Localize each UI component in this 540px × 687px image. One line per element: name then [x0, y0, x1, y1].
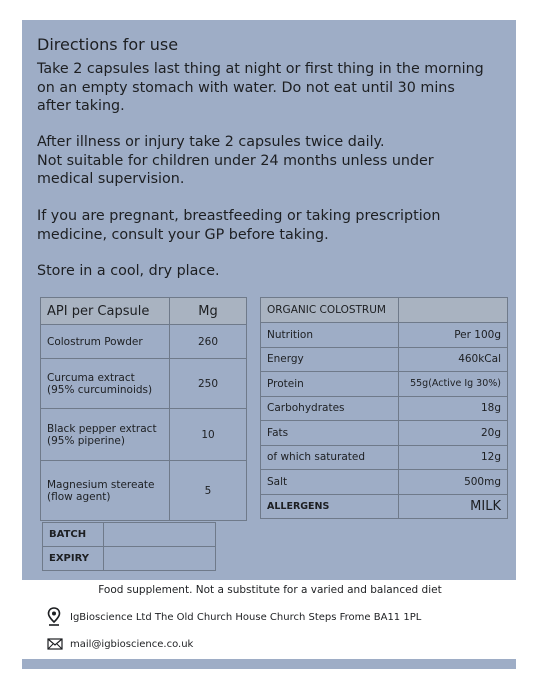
batch-row: [43, 523, 216, 547]
nutrient-label: of which saturated: [261, 445, 399, 470]
api-table: [40, 297, 247, 521]
email-link[interactable]: mail@igbioscience.co.uk: [70, 639, 194, 650]
nutrient-value: 500mg: [399, 470, 508, 495]
supplement-disclaimer: Food supplement. Not a substitute for a varied and balanced diet: [98, 584, 442, 596]
ingredient-value: 10: [170, 409, 247, 461]
storage-note: Store in a cool, dry place.: [37, 263, 220, 279]
nutrient-value: 12g: [399, 445, 508, 470]
nutrient-value: 18g: [399, 396, 508, 421]
text-line: (flow agent): [47, 490, 111, 503]
api-header-row: [41, 298, 247, 325]
ingredient-name: [41, 359, 170, 409]
directions-paragraph-1: [37, 60, 484, 116]
nutrient-label: Fats: [261, 421, 399, 446]
ingredient-value: 250: [170, 359, 247, 409]
text-line: (95% curcuminoids): [47, 383, 153, 396]
table-row: [261, 494, 508, 519]
text-line: medical supervision.: [37, 171, 185, 187]
nutrient-label: Carbohydrates: [261, 396, 399, 421]
table-row: [41, 325, 247, 359]
directions-paragraph-2: [37, 133, 434, 189]
nutrient-label: Nutrition: [261, 323, 399, 348]
bottom-bar: [22, 659, 516, 669]
nutrient-value: 55g(Active Ig 30%): [399, 372, 508, 397]
nutrient-value: 20g: [399, 421, 508, 446]
nutrition-table: [260, 297, 508, 519]
nutrient-label: Energy: [261, 347, 399, 372]
text-line: on an empty stomach with water. Do not eat until 30 mins: [37, 79, 455, 96]
text-line: Colostrum Powder: [47, 335, 143, 348]
ingredient-name: [41, 325, 170, 359]
text-line: Curcuma extract: [47, 371, 135, 384]
batch-expiry-box: [42, 522, 216, 571]
nutrient-label: Protein: [261, 372, 399, 397]
table-row: [261, 372, 508, 397]
text-line: If you are pregnant, breastfeeding or taking prescription: [37, 208, 441, 224]
table-row: [41, 461, 247, 521]
nutrition-header-row: [261, 298, 508, 323]
envelope-icon: [47, 637, 63, 650]
ingredient-name: [41, 409, 170, 461]
text-line: Black pepper extract: [47, 422, 157, 435]
table-row: [41, 409, 247, 461]
allergens-label: ALLERGENS: [261, 494, 399, 519]
text-line: Take 2 capsules last thing at night or first thing in the morning: [37, 61, 484, 77]
allergens-value: MILK: [399, 494, 508, 519]
expiry-value: [104, 547, 216, 571]
table-row: [41, 359, 247, 409]
table-row: [261, 470, 508, 495]
company-address: IgBioscience Ltd The Old Church House Church Steps Frome BA11 1PL: [70, 612, 422, 623]
text-line: Not suitable for children under 24 months unless under: [37, 152, 434, 169]
table-row: [261, 445, 508, 470]
nutrition-header: ORGANIC COLOSTRUM: [261, 298, 399, 323]
api-header-name: API per Capsule: [41, 298, 170, 325]
table-row: [261, 347, 508, 372]
location-pin-icon: [47, 607, 61, 627]
text-line: After illness or injury take 2 capsules twice daily.: [37, 134, 385, 150]
ingredient-value: 5: [170, 461, 247, 521]
directions-paragraph-3: [37, 207, 441, 244]
table-row: [261, 323, 508, 348]
directions-heading: Directions for use: [37, 35, 179, 54]
nutrition-header-blank: [399, 298, 508, 323]
nutrient-value: Per 100g: [399, 323, 508, 348]
nutrient-label: Salt: [261, 470, 399, 495]
table-row: [261, 421, 508, 446]
text-line: Magnesium stereate: [47, 478, 155, 491]
text-line: medicine, consult your GP before taking.: [37, 226, 329, 243]
ingredient-name: [41, 461, 170, 521]
text-line: after taking.: [37, 98, 125, 114]
text-line: (95% piperine): [47, 434, 125, 447]
batch-value: [104, 523, 216, 547]
nutrient-value: 460kCal: [399, 347, 508, 372]
expiry-label: EXPIRY: [43, 547, 104, 571]
batch-label: BATCH: [43, 523, 104, 547]
api-header-unit: Mg: [170, 298, 247, 325]
table-row: [261, 396, 508, 421]
expiry-row: [43, 547, 216, 571]
ingredient-value: 260: [170, 325, 247, 359]
